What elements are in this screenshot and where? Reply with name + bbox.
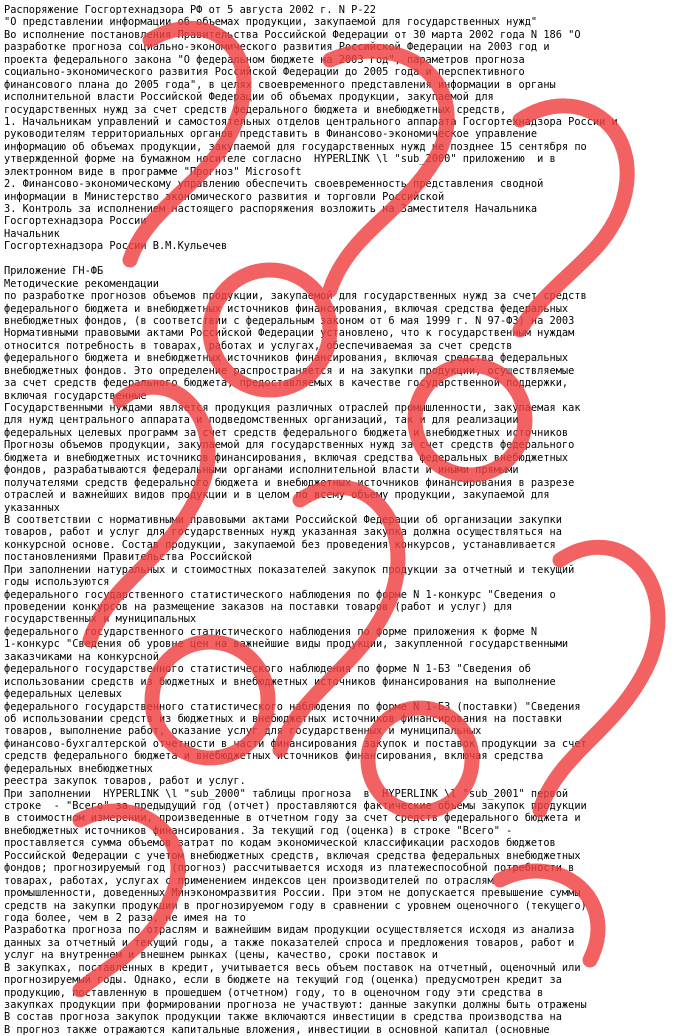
document-line: социально-экономического развития Российской Федерации до 2005 года и перспективного bbox=[4, 66, 525, 79]
document-line: Приложение ГН-ФБ bbox=[4, 265, 104, 278]
document-line: государственных нужд за счет средств федерального бюджета и внебюджетных средств, bbox=[4, 103, 507, 116]
document-line: При заполнении HYPERLINK \l "sub_2000" таблицы прогноза в HYPERLINK \l "sub_2001" первой bbox=[4, 787, 569, 800]
document-line: 2. Финансово-экономическому управлению обеспечить своевременность представления сводной bbox=[4, 178, 544, 191]
document-line: федеральных целевых программ за счет средств федерального бюджета и внебюджетных источников bbox=[4, 426, 569, 439]
document-line: информации в Министерство экономического развития и торговли Российской bbox=[4, 190, 445, 203]
document-line: средств федерального бюджета и внебюджетных источников финансирования, включая средства bbox=[4, 750, 544, 763]
document-line: Государственными нуждами является продукция различных отраслей промышленности, закупаемая как bbox=[4, 402, 581, 414]
document-line: в стоимостном измерении, произведенные в отчетном году за счет средств федерального бюджета и bbox=[4, 812, 581, 825]
document-line: товаров, выполнение работ, оказание услуг для государственных и муниципальных bbox=[4, 725, 482, 738]
document-line: Госгортехнадзора России В.М.Кульечев bbox=[4, 240, 228, 253]
document-line: финансово-бухгалтерской отчетности в части финансирования закупок и поставок продукции за счет bbox=[4, 737, 587, 750]
document-line: 3. Контроль за исполнением настоящего распоряжения возложить на Заместителя Начальника bbox=[4, 203, 538, 215]
document-line: за счет средств федерального бюджета, предоставляемых в качестве государственной поддержки, bbox=[4, 377, 569, 390]
document-line: "О представлении информации об объемах продукции, закупаемой для государственных нужд" bbox=[4, 16, 538, 29]
document-line: внебюджетных фондов, (в соответствии с федеральным законом от 6 мая 1999 г. N 97-ФЗ) на 2003 bbox=[4, 314, 575, 327]
document-line: проведении конкурсов на размещение заказов на поставки товаров (работ и услуг) для bbox=[4, 601, 513, 613]
document-line: постановлениями Правительства Российской bbox=[4, 551, 252, 564]
document-line: бюджета и внебюджетных источников финансирования, включая средства федеральных внебюджетных bbox=[4, 451, 569, 464]
document-line: годы используются bbox=[4, 576, 110, 589]
document-line: Распоряжение Госгортехнадзора РФ от 5 августа 2002 г. N Р-22 bbox=[4, 4, 376, 16]
document-line: Разработка прогноза по отраслям и важнейшим видам продукции осуществляется исходя из анализа bbox=[4, 924, 575, 937]
document-line: Начальник bbox=[4, 227, 60, 240]
document-line: включая государственные bbox=[4, 389, 147, 402]
document-line: об использовании средств из бюджетных и внебюджетных источников финансирования на поставки bbox=[4, 712, 562, 725]
document-line: относится потребность в товарах, работах и услугах, обеспечиваемая за счет средств bbox=[4, 339, 513, 352]
document-line: фондов; прогнозируемый год (прогноз) рассчитывается исходя из платежеспособной потребности в bbox=[4, 862, 575, 875]
document-line: федерального государственного статистического наблюдения по форме N 1-БЗ (поставки) "Сведения bbox=[4, 700, 581, 713]
document-line: закупках продукции при формировании прогноза не участвуют: данные закупки должны быть отражены bbox=[4, 999, 587, 1011]
document-line: государственных и муниципальных bbox=[4, 613, 197, 626]
document-line: федерального бюджета и внебюджетных источников финансирования, включая средства федеральных bbox=[4, 352, 569, 365]
document-line: данных за отчетный и текущий годы, а также показателей спроса и предложения товаров, работ и bbox=[4, 936, 575, 949]
document-line: продукцию, поставленную в прошедшем (отчетном) году, то в оценочном году эти средства в bbox=[4, 986, 544, 999]
document-line: руководителям территориальных органов представить в Финансово-экономическое управление bbox=[4, 128, 538, 141]
document-line: заказчиками на конкурсной bbox=[4, 650, 159, 663]
document-line: федеральных целевых bbox=[4, 688, 122, 701]
document-line: разработке прогноза социально-экономического развития Российской Федерации на 2003 год и bbox=[4, 41, 550, 54]
document-line: внебюджетных источников финансирования. За текущий год (оценка) в строке "Всего" - bbox=[4, 824, 513, 837]
document-line: В прогноз также отражаются капитальные вложения, инвестиции в основной капитал (основные bbox=[4, 1023, 550, 1036]
document-line: Госгортехнадзора России bbox=[4, 215, 147, 228]
document-line: В состав прогноза закупок продукции также включаются инвестиции в средства производства на bbox=[4, 1011, 562, 1024]
document-line: проекта федерального закона "О федеральном бюджете на 2003 год", параметров прогноза bbox=[4, 53, 525, 66]
document-line: федерального бюджета и внебюджетных источников финансирования, включая средства федеральных bbox=[4, 302, 569, 315]
document-line: электронном виде в программе "Прогноз" Microsoft bbox=[4, 165, 302, 178]
document-line: федерального государственного статистического наблюдения по форме приложения к форме N bbox=[4, 625, 538, 638]
document-line: промышленности, доведенных Минэкономразвития России. При этом не допускается превышение суммы bbox=[4, 887, 581, 900]
document-line: использовании средств из бюджетных и внебюджетных источников финансирования на выполнение bbox=[4, 675, 556, 688]
document-line: средств на закупки продукции в прогнозируемом году в сравнении с уровнем оценочного (текущего) bbox=[4, 899, 587, 912]
document-line: Методические рекомендации bbox=[4, 277, 159, 290]
document-line: проставляется сумма объемов затрат по кодам экономической классификации расходов бюджетов bbox=[4, 837, 556, 850]
document-line: Во исполнение постановления Правительства Российской Федерации от 30 марта 2002 года N 186 "О bbox=[4, 28, 581, 41]
document-line: внебюджетных фондов. Это определение распространяется и на закупки продукции, осуществляемые bbox=[4, 364, 575, 377]
document-line: фондов, разрабатываются федеральными органами исполнительной власти и иными прямыми bbox=[4, 464, 519, 477]
document-line: для нужд центрального аппарата и подведомственных организаций, так и для реализации bbox=[4, 414, 519, 427]
document-line: 1. Начальникам управлений и самостоятельных отделов центрального аппарата Госгортехнадзора России и bbox=[4, 115, 618, 128]
document-line: федерального государственного статистического наблюдения по форме N 1-БЗ "Сведения об bbox=[4, 663, 531, 676]
document-line: отраслей и важнейших видов продукции и в целом по всему объему продукции, закупаемой для bbox=[4, 489, 550, 502]
document-line: При заполнении натуральных и стоимостных показателей закупок продукции за отчетный и текущий bbox=[4, 563, 575, 576]
document-line: информацию об объемах продукции, закупаемой для государственных нужд не позднее 15 сентября по bbox=[4, 140, 587, 153]
document-body bbox=[4, 4, 696, 1036]
document-line: Российской Федерации с учетом внебюджетных средств, включая средства федеральных внебюджетных bbox=[4, 849, 581, 862]
document-line: товаров, работ и услуг для государственных нужд указанная закупка должна осуществляться на bbox=[4, 526, 562, 539]
document-line: Прогнозы объемов продукции, закупаемой для государственных нужд за счет средств федерального bbox=[4, 439, 575, 452]
document-line: исполнительной власти Российской Федерации об объемах продукции, закупаемой для bbox=[4, 91, 494, 104]
document-line: В закупках, поставленных в кредит, учитывается весь объем поставок на отчетный, оценочный или bbox=[4, 961, 581, 974]
document-line: услуг на внутреннем и внешнем рынках (цены, качество, сроки поставок и bbox=[4, 949, 438, 962]
document-line: товарах, работах, услугах с применением индексов цен производителей по отраслям bbox=[4, 874, 494, 887]
document-line: 1-конкурс "Сведения об уровне цен на важнейшие виды продукции, закупленной государственными bbox=[4, 638, 569, 651]
document-line: Нормативными правовыми актами Российской Федерации установлено, что к государственным нуждам bbox=[4, 327, 575, 340]
document-line: В соответствии с нормативными правовыми актами Российской Федерации об организации закупки bbox=[4, 513, 562, 526]
document-line: федерального государственного статистического наблюдения по форме N 1-конкурс "Сведения о bbox=[4, 588, 556, 601]
document-line: по разработке прогнозов объемов продукции, закупаемой для государственных нужд за счет средств bbox=[4, 290, 587, 303]
document-line: конкурсной основе. Состав продукции, закупаемой без проведения конкурсов, устанавливается bbox=[4, 538, 556, 551]
document-line: получателями средств федерального бюджета и внебюджетных источников финансирования в разрезе bbox=[4, 476, 575, 489]
document-line: финансового плана до 2005 года", в целях своевременного представления информации в органы bbox=[4, 78, 556, 91]
document-line: года более, чем в 2 раза, не имея на то bbox=[4, 911, 246, 924]
document-line bbox=[4, 253, 696, 265]
document-line: строке - "Всего" за предыдущий год (отчет) проставляются фактические объемы закупок продукции bbox=[4, 800, 587, 812]
document-line: утвержденной форме на бумажном носителе согласно HYPERLINK \l "sub_2000" приложению и в bbox=[4, 153, 556, 166]
document-line: прогнозируемый годы. Однако, если в бюджете на текущий год (оценка) предусмотрен кредит за bbox=[4, 974, 562, 987]
document-line: указанных bbox=[4, 501, 60, 514]
document-line: федеральных внебюджетных bbox=[4, 762, 153, 775]
document-line: реестра закупок товаров, работ и услуг. bbox=[4, 775, 246, 788]
